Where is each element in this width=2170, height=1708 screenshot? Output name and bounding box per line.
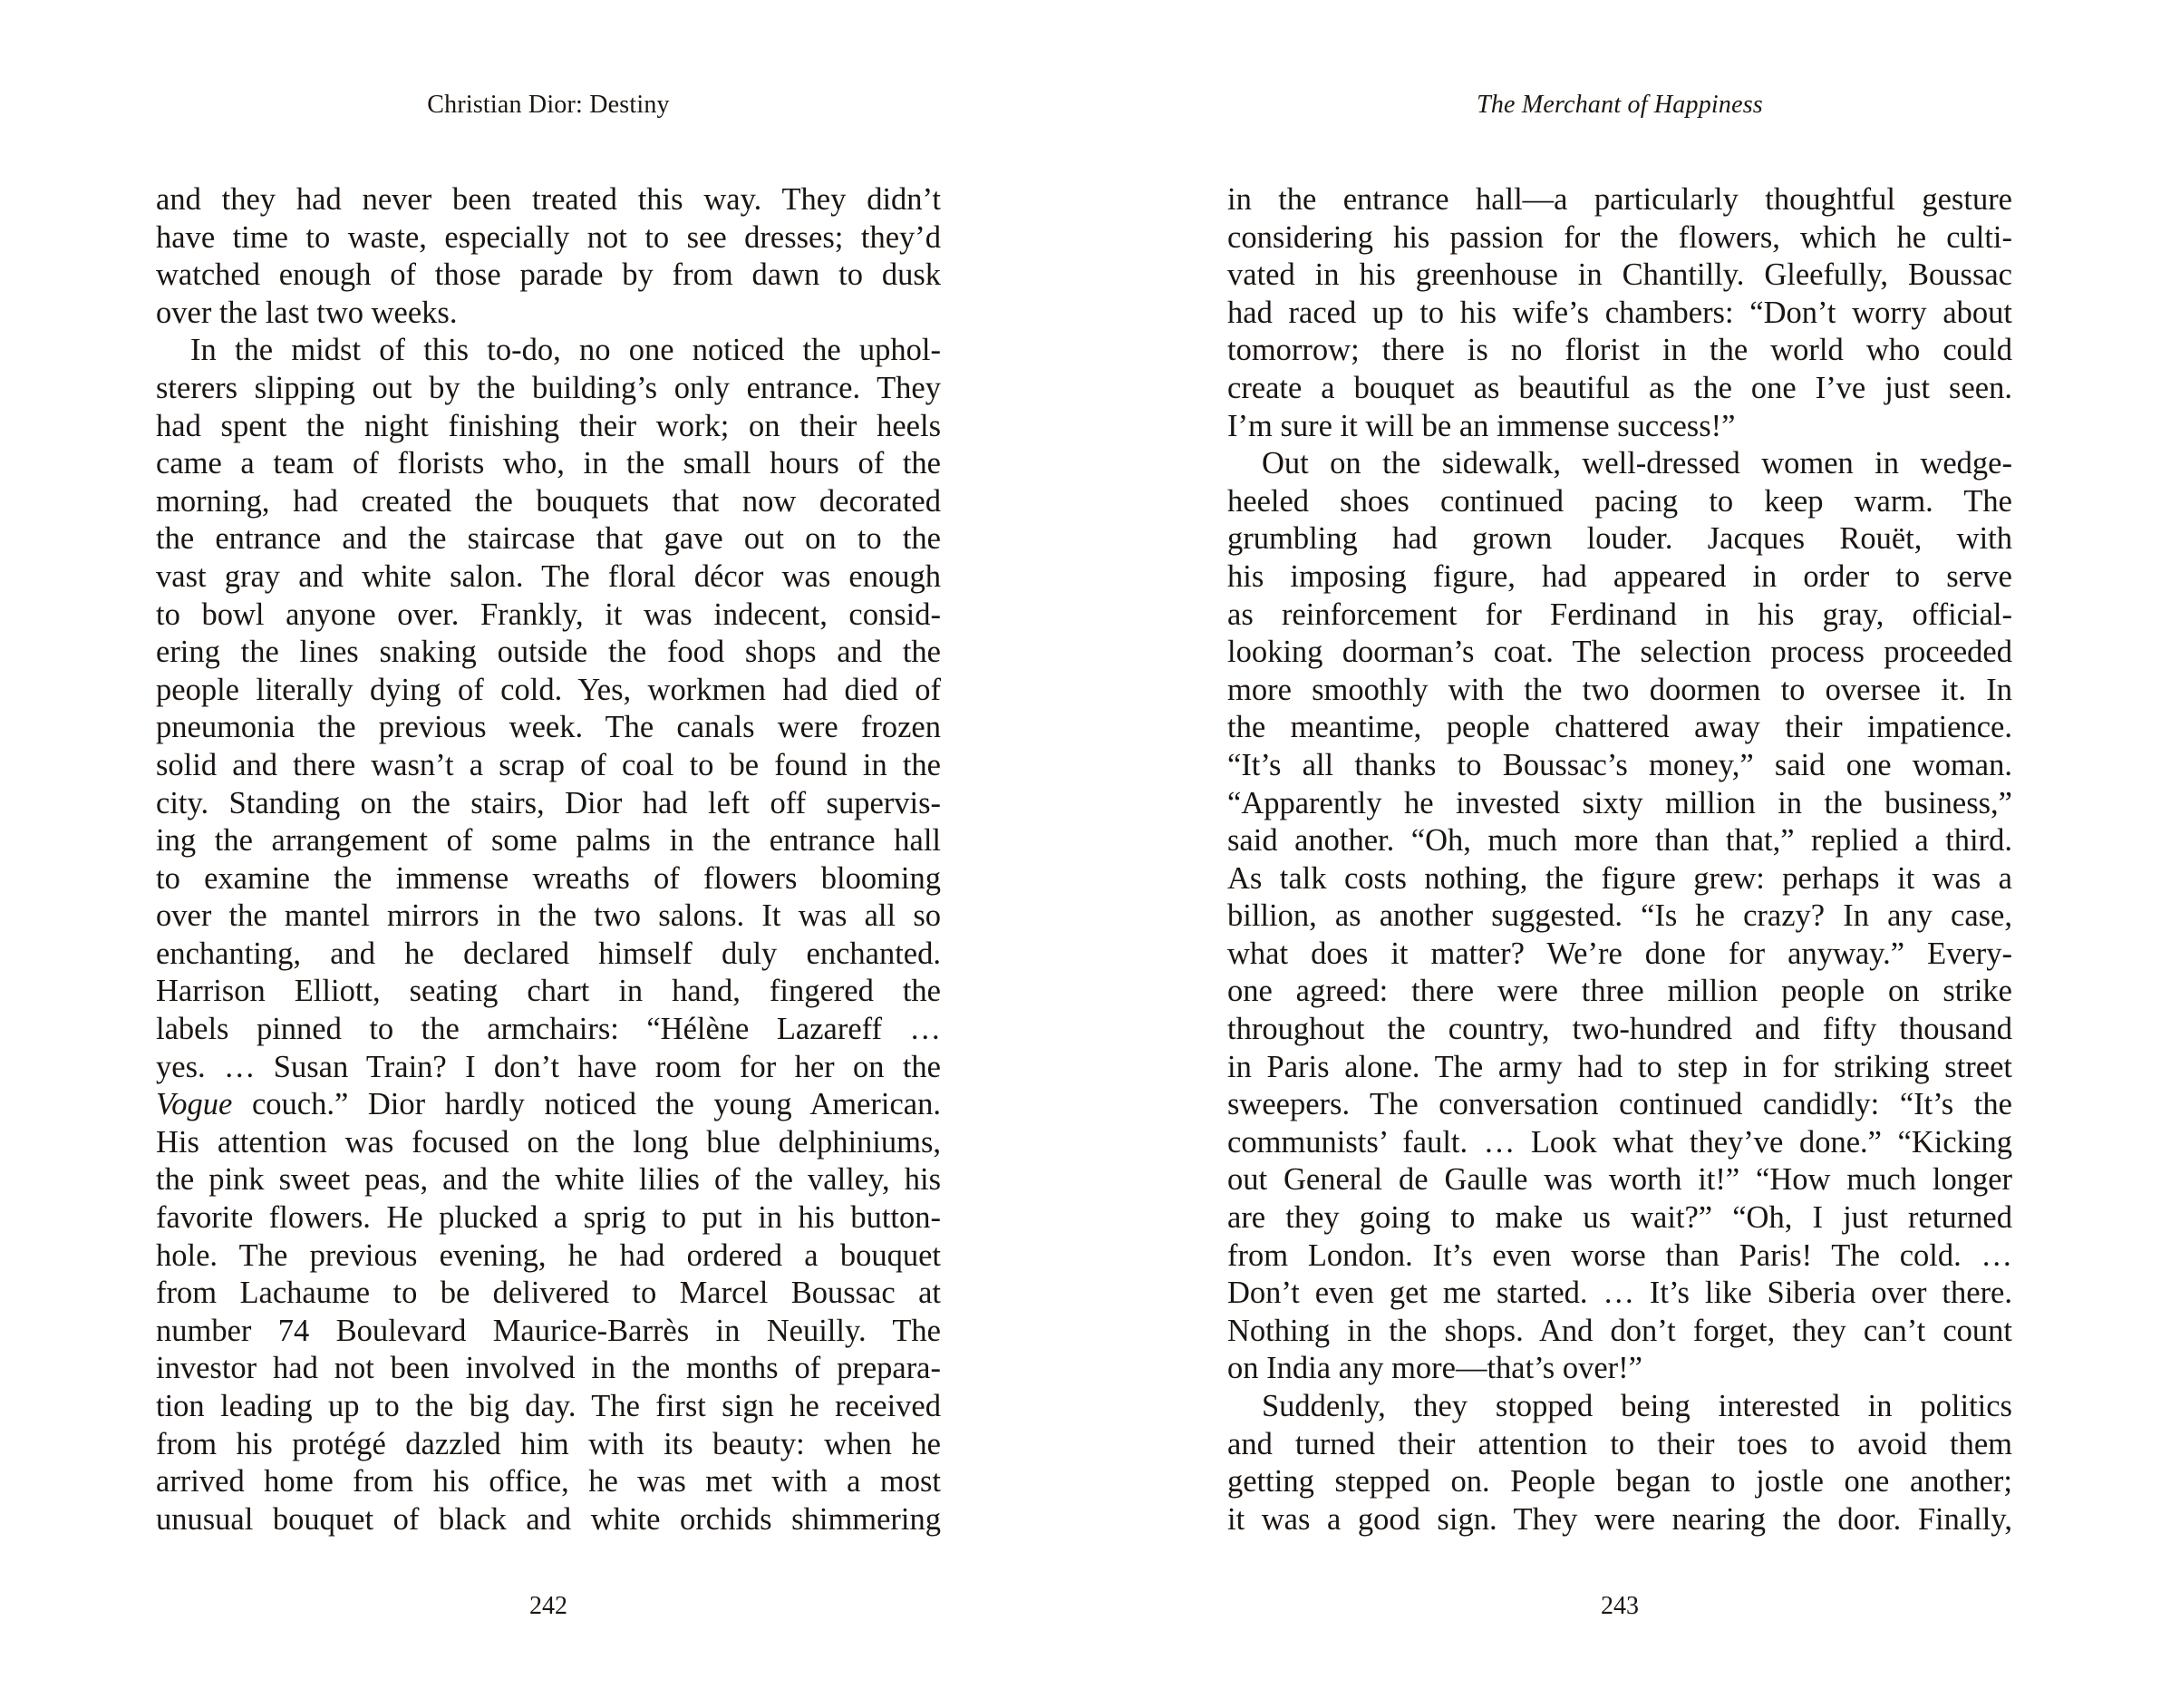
text-line: had raced up to his wife’s chambers: “Don’t worry about [1227,295,2012,330]
text-line: one agreed: there were three million people on strike [1227,974,2012,1009]
text-line: as reinforcement for Ferdinand in his gray, official- [1227,597,2012,632]
text-line: people literally dying of cold. Yes, workmen had died of [156,672,941,707]
text-line: are they going to make us wait?” “Oh, I just returned [1227,1200,2012,1236]
text-line: getting stepped on. People began to jostle one another; [1227,1464,2012,1499]
text-line: from his protégé dazzled him with its beauty: when he [156,1426,941,1461]
text-line: solid and there wasn’t a scrap of coal to be found in the [156,747,941,782]
page-number-right: 243 [1601,1592,1639,1620]
italic-title: Vogue [156,1087,233,1122]
text-line: sweepers. The conversation continued candidly: “It’s the [1227,1087,2012,1122]
text-line: I’m sure it will be an immense success!” [1227,408,1736,443]
text-line: on India any more—that’s over!” [1227,1351,1642,1386]
text-line: vated in his greenhouse in Chantilly. Gleefully, Boussac [1227,257,2012,293]
text-line: number 74 Boulevard Maurice-Barrès in Neuilly. The [156,1313,941,1348]
text-line: As talk costs nothing, the figure grew: perhaps it was a [1227,860,2012,896]
text-line: In the midst of this to-do, no one noticed the uphol- [190,333,941,368]
text-line: enchanting, and he declared himself duly enchanted. [156,936,941,971]
text-line: Nothing in the shops. And don’t forget, they can’t count [1227,1313,2012,1348]
page-number-left: 242 [529,1592,567,1620]
text-line: over the last two weeks. [156,295,458,330]
text-line: what does it matter? We’re done for anyway.” Every- [1227,936,2012,971]
text-line: the entrance and the staircase that gave out on to the [156,521,941,557]
text-line: his imposing figure, had appeared in order to serve [1227,558,2012,594]
text-line: over the mantel mirrors in the two salons. It was all so [156,898,941,934]
text-line: and they had never been treated this way. They didn’t [156,182,941,217]
text-line: Suddenly, they stopped being interested in politics [1262,1389,2012,1423]
text-line: arrived home from his office, he was met with a most [156,1464,941,1499]
right-page [1085,0,2170,1708]
text-line: looking doorman’s coat. The selection process proceeded [1227,635,2012,670]
text-line: communists’ fault. … Look what they’ve done.” “Kicking [1227,1124,2012,1160]
text-line: unusual bouquet of black and white orchids shimmering [156,1501,941,1537]
text-line: morning, had created the bouquets that now decorated [156,483,941,519]
text-line: out General de Gaulle was worth it!” “How much longer [1227,1162,2012,1198]
text-line: “Apparently he invested sixty million in the business,” [1227,785,2012,820]
text-line [156,1086,941,1124]
text-line: vast gray and white salon. The floral décor was enough [156,558,941,594]
text-line: labels pinned to the armchairs: “Hélène Lazareff … [156,1012,941,1047]
text-line: in Paris alone. The army had to step in for striking street [1227,1049,2012,1084]
text-line: throughout the country, two-hundred and fifty thousand [1227,1012,2012,1047]
text-line: had spent the night finishing their work; on their heels [156,408,941,443]
text-line: ing the arrangement of some palms in the entrance hall [156,823,941,859]
text-line: more smoothly with the two doormen to oversee it. In [1227,672,2012,707]
text-line: yes. … Susan Train? I don’t have room for her on the [156,1049,941,1084]
text-line: the meantime, people chattered away their impatience. [1227,710,2012,745]
text-line: in the entrance hall—a particularly thoughtful gesture [1227,182,2012,217]
text-line: watched enough of those parade by from dawn to dusk [156,257,941,293]
text-line: considering his passion for the flowers, which he culti- [1227,219,2012,255]
text-line-content: couch.” Dior hardly noticed the young American. [232,1087,941,1122]
text-line: heeled shoes continued pacing to keep warm. The [1227,483,2012,519]
text-line: said another. “Oh, much more than that,” replied a third. [1227,823,2012,859]
text-line: tion leading up to the big day. The first sign he received [156,1389,941,1423]
text-line: investor had not been involved in the months of prepara- [156,1351,941,1386]
running-head-book-title: Christian Dior: Destiny [427,91,670,119]
body-text-left [156,181,941,1538]
text-line: billion, as another suggested. “Is he crazy? In any case, [1227,898,2012,934]
text-line: “It’s all thanks to Boussac’s money,” said one woman. [1227,747,2012,782]
text-line: Don’t even get me started. … It’s like Siberia over there. [1227,1276,2012,1311]
text-line: Out on the sidewalk, well-dressed women in wedge- [1262,446,2012,481]
text-line: Harrison Elliott, seating chart in hand, fingered the [156,974,941,1009]
text-line: and turned their attention to their toes to avoid them [1227,1426,2012,1461]
text-line: grumbling had grown louder. Jacques Rouët, with [1227,521,2012,557]
text-line: to examine the immense wreaths of flowers blooming [156,860,941,896]
running-head-chapter-title: The Merchant of Happiness [1477,91,1763,119]
text-line: to bowl anyone over. Frankly, it was indecent, consid- [156,597,941,632]
text-line: His attention was focused on the long blue delphiniums, [156,1124,941,1160]
text-line: hole. The previous evening, he had ordered a bouquet [156,1237,941,1273]
text-line: favorite flowers. He plucked a sprig to put in his button- [156,1200,941,1236]
text-line: pneumonia the previous week. The canals were frozen [156,710,941,745]
text-line: sterers slipping out by the building’s only entrance. They [156,370,941,405]
text-line: the pink sweet peas, and the white lilies of the valley, his [156,1162,941,1198]
text-line: ering the lines snaking outside the food shops and the [156,635,941,670]
text-line: create a bouquet as beautiful as the one I’ve just seen. [1227,370,2012,405]
text-line: have time to waste, especially not to see dresses; they’d [156,219,941,255]
text-line: tomorrow; there is no florist in the world who could [1227,333,2012,368]
text-line: from London. It’s even worse than Paris! The cold. … [1227,1237,2012,1273]
text-line: from Lachaume to be delivered to Marcel Boussac at [156,1276,941,1311]
text-line: city. Standing on the stairs, Dior had left off supervis- [156,785,941,820]
text-line: it was a good sign. They were nearing the door. Finally, [1227,1501,2012,1537]
body-text-right [1227,181,2012,1538]
text-line: came a team of florists who, in the small hours of the [156,446,941,481]
